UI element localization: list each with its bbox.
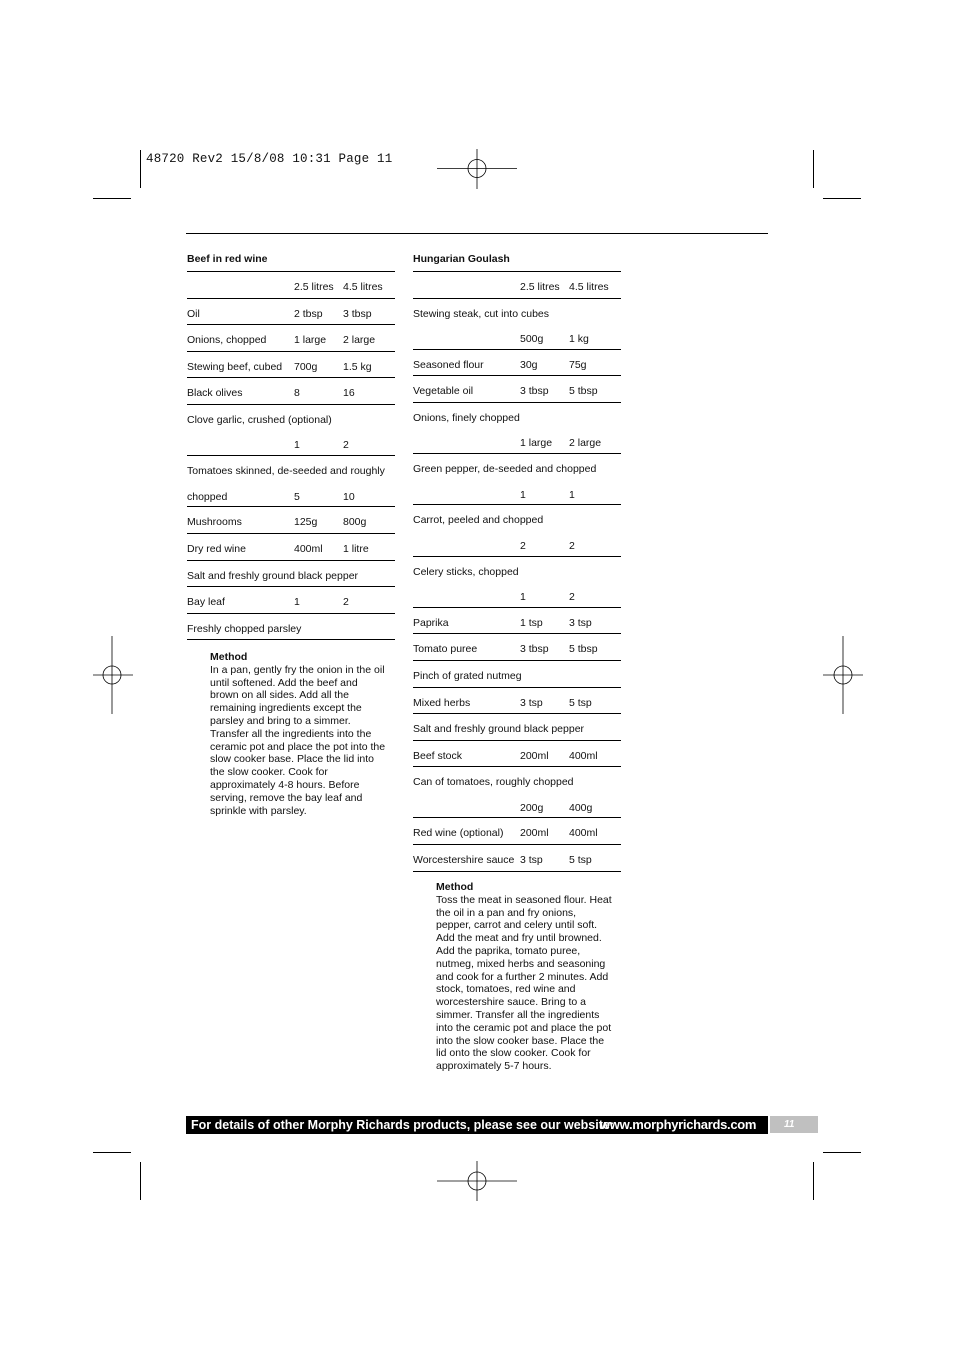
table-header-row (413, 272, 621, 299)
crop-mark (823, 1152, 861, 1153)
table-row (413, 350, 621, 377)
qty-small: 200ml (520, 749, 549, 762)
ingredient-name: Carrot, peeled and chopped (413, 514, 544, 527)
qty-small: 200g (520, 801, 544, 814)
table-row (413, 714, 621, 741)
qty-large: 5 tsp (569, 854, 592, 867)
table-row (187, 378, 395, 405)
ingredient-name: Red wine (optional) (413, 827, 504, 840)
recipe-title: Hungarian Goulash (413, 253, 510, 265)
qty-small: 500g (520, 333, 544, 346)
website-link[interactable]: www.morphyrichards.com (600, 1117, 757, 1132)
table-row (413, 403, 621, 454)
recipe-title: Beef in red wine (187, 253, 268, 265)
qty-small: 1 (520, 488, 526, 501)
qty-small: 3 tbsp (520, 643, 549, 656)
header-small: 2.5 litres (294, 281, 334, 293)
qty-large: 400ml (569, 827, 598, 840)
ingredient-name: Salt and freshly ground black pepper (187, 569, 359, 582)
qty-large: 2 large (343, 334, 376, 347)
ingredient-name: Freshly chopped parsley (187, 622, 302, 635)
qty-large: 2 (343, 439, 349, 452)
table-row (187, 352, 395, 379)
crop-mark (140, 1162, 141, 1200)
qty-large: 1 kg (569, 333, 589, 346)
qty-large: 800g (343, 516, 367, 529)
table-row (413, 688, 621, 715)
ingredient-name: Mixed herbs (413, 696, 471, 709)
table-row (413, 557, 621, 608)
table-row (187, 456, 395, 507)
table-row (187, 561, 395, 588)
qty-large: 1.5 kg (343, 360, 372, 373)
qty-small: 1 (520, 591, 526, 604)
registration-mark-icon (93, 636, 133, 714)
table-row (187, 587, 395, 614)
method-heading: Method (436, 881, 474, 893)
ingredient-name-cont: chopped (187, 490, 228, 503)
ingredient-name: Stewing steak, cut into cubes (413, 307, 549, 320)
table-row (187, 325, 395, 352)
qty-small: 200ml (520, 827, 549, 840)
qty-large: 3 tsp (569, 616, 592, 629)
ingredient-name: Pinch of grated nutmeg (413, 669, 522, 682)
qty-large: 2 large (569, 437, 602, 450)
method-heading: Method (210, 651, 248, 663)
qty-small: 700g (294, 360, 318, 373)
method-section (436, 881, 612, 1073)
qty-large: 400g (569, 801, 593, 814)
table-row (413, 661, 621, 688)
qty-small: 3 tsp (520, 696, 543, 709)
table-row (413, 845, 621, 872)
table-row (187, 405, 395, 456)
ingredient-name: Mushrooms (187, 516, 242, 529)
qty-small: 8 (294, 387, 300, 400)
footer-bar (186, 1116, 768, 1134)
top-rule (186, 233, 768, 234)
crop-mark (140, 150, 141, 188)
registration-mark-icon (823, 636, 863, 714)
qty-large: 5 tbsp (569, 385, 598, 398)
ingredient-name: Salt and freshly ground black pepper (413, 723, 585, 736)
ingredient-name: Onions, chopped (187, 334, 267, 347)
crop-mark (813, 1162, 814, 1200)
qty-small: 30g (520, 358, 538, 371)
qty-small: 125g (294, 516, 318, 529)
qty-large: 400ml (569, 749, 598, 762)
table-row (413, 608, 621, 635)
page-number: 11 (770, 1116, 818, 1133)
qty-small: 1 large (294, 334, 327, 347)
registration-mark-icon (437, 1161, 517, 1201)
qty-large: 5 tsp (569, 696, 592, 709)
ingredient-name: Beef stock (413, 749, 463, 762)
table-row (413, 299, 621, 350)
qty-large: 2 (343, 596, 349, 609)
print-slug: 48720 Rev2 15/8/08 10:31 Page 11 (146, 152, 393, 166)
crop-mark (93, 1152, 131, 1153)
ingredient-name: Tomato puree (413, 643, 478, 656)
qty-large: 10 (343, 490, 355, 503)
ingredients-table (187, 271, 395, 640)
qty-small: 400ml (294, 542, 323, 555)
ingredient-name: Paprika (413, 616, 449, 629)
qty-small: 3 tbsp (520, 385, 549, 398)
table-row (413, 741, 621, 768)
qty-small: 1 (294, 596, 300, 609)
footer-text: For details of other Morphy Richards products, please see our website: (191, 1118, 615, 1132)
qty-large: 16 (343, 387, 355, 400)
qty-large: 2 (569, 539, 575, 552)
ingredient-name: Clove garlic, crushed (optional) (187, 413, 332, 426)
ingredient-name: Dry red wine (187, 542, 246, 555)
registration-mark-icon (437, 149, 517, 189)
method-text: In a pan, gently fry the onion in the oil until softened. Add the beef and brown on all sides. Add all the remaining ingredients except the parsley and bring to a simmer. Transfer all the ingredients into the ceramic pot and place the pot into the slow cooker base. Place the lid into the slow cooker. Cook for approximately 4-8 hours. Before serving, remove the bay leaf and sprinkle with parsley. (210, 663, 386, 817)
ingredient-name: Green pepper, de-seeded and chopped (413, 463, 597, 476)
table-row (187, 614, 395, 641)
ingredient-name: Black olives (187, 387, 243, 400)
table-row (187, 507, 395, 534)
qty-large: 1 litre (343, 542, 369, 555)
ingredient-name: Onions, finely chopped (413, 411, 520, 424)
qty-small: 1 tsp (520, 616, 543, 629)
ingredient-name: Vegetable oil (413, 385, 474, 398)
crop-mark (823, 198, 861, 199)
qty-small: 3 tsp (520, 854, 543, 867)
table-header-row (187, 272, 395, 299)
qty-large: 75g (569, 358, 587, 371)
table-row (187, 299, 395, 326)
ingredient-name: Celery sticks, chopped (413, 565, 519, 578)
header-small: 2.5 litres (520, 281, 560, 293)
ingredient-name: Bay leaf (187, 596, 225, 609)
method-section (210, 651, 386, 817)
ingredient-name: Stewing beef, cubed (187, 360, 283, 373)
ingredient-name: Oil (187, 307, 200, 320)
ingredient-name: Tomatoes skinned, de-seeded and roughly (187, 465, 385, 478)
qty-small: 1 large (520, 437, 553, 450)
qty-large: 1 (569, 488, 575, 501)
qty-small: 1 (294, 439, 300, 452)
table-row (187, 534, 395, 561)
qty-large: 5 tbsp (569, 643, 598, 656)
qty-large: 3 tbsp (343, 307, 372, 320)
ingredient-name: Worcestershire sauce (413, 854, 515, 867)
qty-small: 2 (520, 539, 526, 552)
table-row (413, 376, 621, 403)
qty-small: 2 tbsp (294, 307, 323, 320)
ingredients-table (413, 271, 621, 872)
qty-large: 2 (569, 591, 575, 604)
header-large: 4.5 litres (569, 281, 609, 293)
method-text: Toss the meat in seasoned flour. Heat the oil in a pan and fry onions, pepper, carrot and celery until soft. Add the meat and fry until browned. Add the paprika, tomato puree, nutmeg, mixed herbs and seasoning and cook for a further 2 minutes. Add stock, tomatoes, red wine and worcestershire sauce. Bring to a simmer. Transfer all the ingredients into the ceramic pot and place the pot into the slow cooker base. Place the lid onto the slow cooker. Cook for approximately 5-7 hours. (436, 893, 612, 1073)
table-row (413, 818, 621, 845)
qty-small: 5 (294, 490, 300, 503)
table-row (413, 505, 621, 556)
crop-mark (813, 150, 814, 188)
ingredient-name: Can of tomatoes, roughly chopped (413, 776, 574, 789)
ingredient-name: Seasoned flour (413, 358, 484, 371)
table-row (413, 634, 621, 661)
header-large: 4.5 litres (343, 281, 383, 293)
table-row (413, 454, 621, 505)
table-row (413, 767, 621, 818)
crop-mark (93, 198, 131, 199)
